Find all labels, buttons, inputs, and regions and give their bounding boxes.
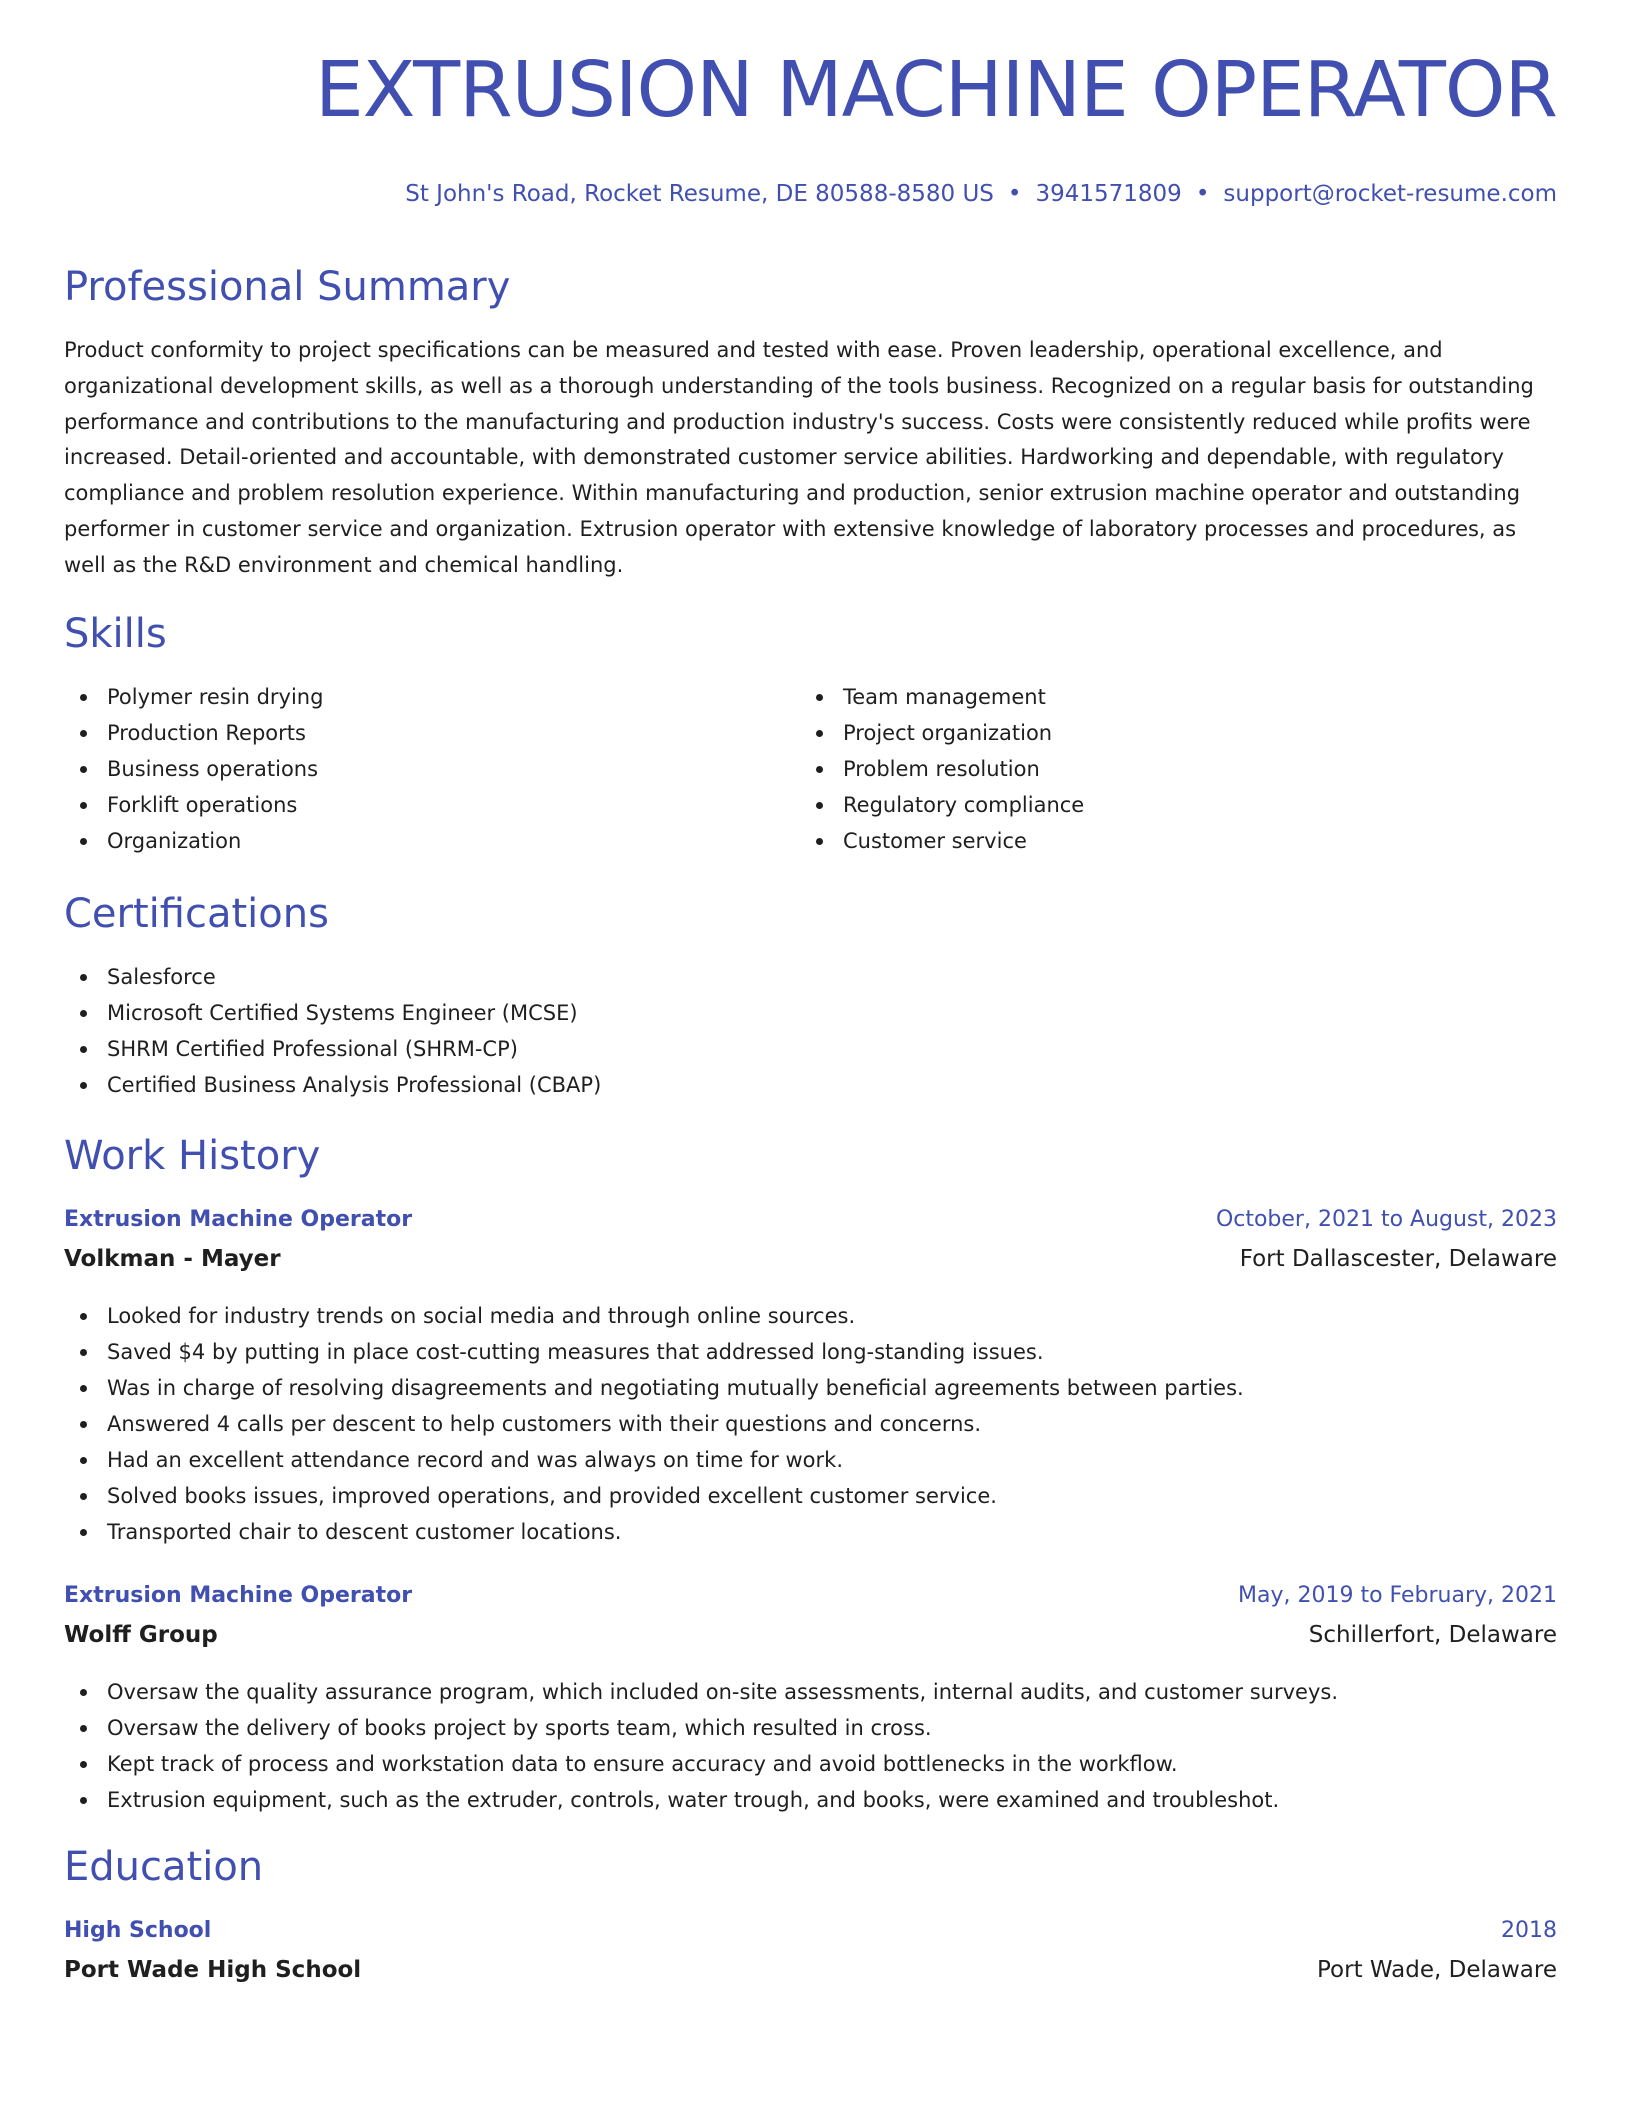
job-dates: May, 2019 to February, 2021 <box>1238 1583 1557 1608</box>
education-school: Port Wade High School <box>64 1957 362 1983</box>
job-duty-item: Answered 4 calls per descent to help customers with their questions and concerns. <box>64 1406 1244 1442</box>
job-duty-item: Had an excellent attendance record and was always on time for work. <box>64 1442 1244 1478</box>
job-duty-item: Solved books issues, improved operations, and provided excellent customer service. <box>64 1478 1244 1514</box>
contact-line <box>405 181 1557 207</box>
job-duty-item: Oversaw the delivery of books project by sports team, which resulted in cross. <box>64 1710 1338 1746</box>
certification-item: Salesforce <box>64 959 601 995</box>
skill-item: Problem resolution <box>800 751 1084 787</box>
certification-item: Certified Business Analysis Professional (CBAP) <box>64 1067 601 1103</box>
education-header-row <box>64 1918 1557 1950</box>
skill-item: Customer service <box>800 823 1084 859</box>
job-duty-item: Was in charge of resolving disagreements and negotiating mutually beneficial agreements between parties. <box>64 1370 1244 1406</box>
education-degree: High School <box>64 1918 212 1943</box>
skill-item: Project organization <box>800 715 1084 751</box>
education-location: Port Wade, Delaware <box>1317 1957 1557 1983</box>
job-title: Extrusion Machine Operator <box>64 1207 413 1232</box>
contact-email: support@rocket-resume.com <box>1223 181 1557 207</box>
resume-name-title: EXTRUSION MACHINE OPERATOR <box>315 46 1557 135</box>
skills-list-right <box>800 679 1084 859</box>
contact-separator: • <box>1195 181 1210 207</box>
education-heading: Education <box>64 1844 264 1890</box>
skill-item: Polymer resin drying <box>64 679 323 715</box>
skill-item: Production Reports <box>64 715 323 751</box>
education-year: 2018 <box>1501 1918 1557 1943</box>
job-dates: October, 2021 to August, 2023 <box>1215 1207 1557 1232</box>
job-duty-item: Transported chair to descent customer locations. <box>64 1514 1244 1550</box>
job-company: Volkman - Mayer <box>64 1246 281 1272</box>
job-duty-item: Looked for industry trends on social media and through online sources. <box>64 1298 1244 1334</box>
skills-list-left <box>64 679 323 859</box>
certification-item: Microsoft Certified Systems Engineer (MCSE) <box>64 995 601 1031</box>
job-header-row <box>64 1207 1557 1239</box>
education-school-row <box>64 1957 1557 1989</box>
job-company-row <box>64 1622 1557 1654</box>
certification-item: SHRM Certified Professional (SHRM-CP) <box>64 1031 601 1067</box>
skill-item: Regulatory compliance <box>800 787 1084 823</box>
job-title: Extrusion Machine Operator <box>64 1583 413 1608</box>
job-duty-item: Oversaw the quality assurance program, which included on-site assessments, internal audits, and customer surveys. <box>64 1674 1338 1710</box>
skill-item: Organization <box>64 823 323 859</box>
skills-heading: Skills <box>64 611 167 657</box>
job-duty-item: Kept track of process and workstation data to ensure accuracy and avoid bottlenecks in the workflow. <box>64 1746 1338 1782</box>
contact-phone: 3941571809 <box>1035 181 1182 207</box>
job-duty-item: Saved $4 by putting in place cost-cutting measures that addressed long-standing issues. <box>64 1334 1244 1370</box>
job-duty-item: Extrusion equipment, such as the extruder, controls, water trough, and books, were examined and troubleshot. <box>64 1782 1338 1818</box>
skill-item: Forklift operations <box>64 787 323 823</box>
summary-text: Product conformity to project specifications can be measured and tested with ease. Proven leadership, operational excellence, and organizational development skills, as well as a thorough understanding of the tools business. Recognized on a regular basis for outstanding performance and contributions to the manufacturing and production industry's success. Costs were consistently reduced while profits were increased. Detail-oriented and accountable, with demonstrated customer service abilities. Hardworking and dependable, with regulatory compliance and problem resolution experience. Within manufacturing and production, senior extrusion machine operator and outstanding performer in customer service and organization. Extrusion operator with extensive knowledge of laboratory processes and procedures, as well as the R&D environment and chemical handling. <box>64 338 1534 577</box>
job-company-row <box>64 1246 1557 1278</box>
job-duties-list <box>64 1674 1338 1818</box>
skill-item: Team management <box>800 679 1084 715</box>
contact-separator: • <box>1007 181 1022 207</box>
contact-address: St John's Road, Rocket Resume, DE 80588-8580 US <box>405 181 994 207</box>
skill-item: Business operations <box>64 751 323 787</box>
summary-heading: Professional Summary <box>64 264 511 310</box>
job-location: Schillerfort, Delaware <box>1308 1622 1557 1648</box>
job-company: Wolff Group <box>64 1622 218 1648</box>
job-duties-list <box>64 1298 1244 1550</box>
certifications-heading: Certifications <box>64 891 329 937</box>
job-header-row <box>64 1583 1557 1615</box>
work-history-heading: Work History <box>64 1133 321 1179</box>
job-location: Fort Dallascester, Delaware <box>1239 1246 1557 1272</box>
certifications-list <box>64 959 601 1103</box>
